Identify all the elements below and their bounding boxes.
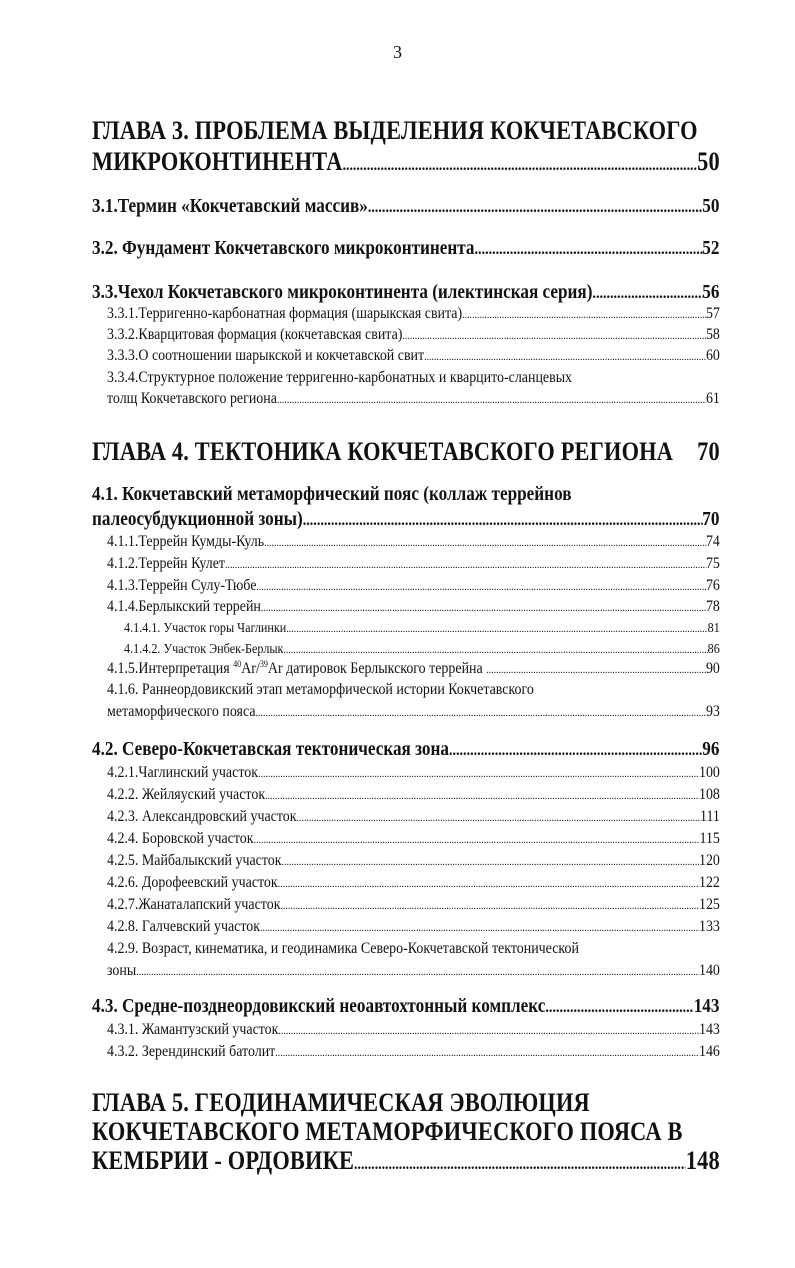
leader-dots [261,602,706,614]
subsection-title: зоны [107,962,137,979]
toc-subsection-4-1-3[interactable] [107,577,720,595]
chapter-title: ГЛАВА 5. ГЕОДИНАМИЧЕСКАЯ ЭВОЛЮЦИЯ [92,1088,590,1117]
leader-dots [368,199,702,217]
chapter-title: МИКРОКОНТИНЕНТА [92,147,343,176]
page-ref: 78 [705,598,720,615]
page-ref: 143 [698,1021,720,1038]
leader-dots [282,856,699,868]
toc-subsection-3-3-4-line1[interactable] [107,369,720,387]
subsection-title: 4.1.3.Террейн Сулу-Тюбе [107,577,257,594]
page-ref: 61 [705,390,720,407]
page-ref: 115 [699,830,720,847]
subsubsection-title: 4.1.4.2. Участок Энбек-Берлык [124,641,284,656]
subsection-title: 3.3.2.Кварцитовая формация (кокчетавская свита) [107,326,403,343]
toc-subsection-4-1-1[interactable] [107,533,720,551]
leader-dots [225,559,706,571]
page-ref: 148 [685,1146,720,1175]
subsection-title: 4.2.8. Галчевский участок [107,918,261,935]
leader-dots [545,999,693,1017]
toc-subsection-4-2-8[interactable] [107,918,720,936]
toc-section-3-1[interactable] [92,196,719,218]
toc-section-3-3[interactable] [92,282,719,304]
leader-dots [486,664,706,676]
leader-dots [449,742,702,760]
toc-subsection-4-2-5[interactable] [107,852,720,870]
leader-dots [286,623,707,635]
toc-chapter-3[interactable] [92,147,720,177]
section-title: палеосубдукционной зоны) [92,509,303,530]
leader-dots [280,900,699,912]
subsection-title: 4.3.2. Зерендинский батолит [107,1043,276,1060]
toc-chapter-5[interactable] [92,1146,720,1176]
leader-dots [278,878,699,890]
chapter-title: КОКЧЕТАВСКОГО МЕТАМОРФИЧЕСКОГО ПОЯСА В [92,1117,683,1146]
leader-dots [424,351,706,363]
toc-subsection-3-3-2[interactable] [107,326,720,344]
subsection-title: 3.3.3.О соотношении шарыкской и кокчетавской свит [107,347,425,364]
page-ref: 122 [698,874,720,891]
leader-dots [283,644,707,656]
toc-subsection-3-3-4[interactable] [107,390,720,408]
subsection-title: 4.1.6. Раннеордовикский этап метаморфической истории Кокчетавского [107,681,534,698]
subsection-title: 4.2.9. Возраст, кинематика, и геодинамика Северо-Кокчетавской тектонической [107,940,579,957]
section-title: 4.3. Средне-позднеордовикский неоавтохтонный комплекс [92,996,546,1017]
page-ref: 70 [702,509,720,530]
leader-dots [254,834,700,846]
leader-dots [343,157,697,175]
page-ref: 140 [698,962,720,979]
page-ref: 76 [705,577,720,594]
toc-subsection-4-2-9-line1[interactable] [107,940,720,958]
subsection-title: 3.3.1.Терригенно-карбонатная формация (шарыкская свита) [107,305,463,322]
toc-subsection-4-1-6-line1[interactable] [107,681,720,699]
chapter-title: ГЛАВА 3. ПРОБЛЕМА ВЫДЕЛЕНИЯ КОКЧЕТАВСКОГО [92,116,698,145]
leader-dots [265,790,699,802]
toc-subsection-4-1-4[interactable] [107,598,720,616]
toc-subsection-4-2-2[interactable] [107,786,720,804]
leader-dots [264,537,706,549]
toc-subsection-4-2-6[interactable] [107,874,720,892]
page-ref: 125 [698,896,720,913]
page-ref: 58 [705,326,720,343]
toc-section-3-2[interactable] [92,238,719,260]
page-ref: 96 [702,739,720,760]
page-ref: 143 [693,996,720,1017]
toc-subsubsection-4-1-4-1[interactable] [124,620,720,636]
leader-dots [402,330,706,342]
leader-dots [256,581,706,593]
page-ref: 146 [698,1043,720,1060]
section-title: 4.1. Кокчетавский метаморфический пояс (коллаж террейнов [92,484,572,505]
section-title: 4.2. Северо-Кокчетавская тектоническая зона [92,739,449,760]
leader-dots [258,768,699,780]
page-ref: 90 [705,660,720,677]
toc-subsection-4-2-3[interactable] [107,808,720,826]
subsection-title: 4.2.2. Жейляуский участок [107,786,266,803]
toc-chapter-5-line1[interactable] [92,1088,720,1118]
subsection-title: 4.2.4. Боровской участок [107,830,254,847]
section-title: 3.2. Фундамент Кокчетавского микроконтинента [92,238,475,259]
toc-subsection-4-3-1[interactable] [107,1021,720,1039]
page-ref: 57 [705,305,720,322]
toc-subsection-4-1-6[interactable] [107,703,720,721]
page-ref: 75 [705,555,720,572]
page-ref: 70 [697,437,720,466]
toc-subsection-4-2-1[interactable] [107,764,720,782]
page-number: 3 [393,42,402,62]
page-ref: 86 [707,641,720,656]
toc-section-4-3[interactable] [92,996,719,1018]
toc-subsection-4-3-2[interactable] [107,1043,720,1061]
subsection-title: 4.2.1.Чаглинский участок [107,764,258,781]
subsection-title: 4.1.5.Интерпретация $^{40}$Ar/$^{39}$Ar датировок Берлыкского террейна [107,659,483,677]
toc-chapter-5-line2[interactable] [92,1117,720,1147]
leader-dots [354,1156,686,1174]
page-ref: 133 [698,918,720,935]
toc-subsection-4-2-7[interactable] [107,896,720,914]
leader-dots [303,512,703,530]
leader-dots [277,394,706,406]
toc-section-4-1[interactable] [92,509,719,531]
toc-chapter-3-line1[interactable] [92,116,720,146]
page-ref: 60 [705,347,720,364]
toc-subsection-3-3-3[interactable] [107,347,720,365]
subsubsection-title: 4.1.4.1. Участок горы Чаглинки [124,620,287,635]
subsection-title: 4.2.3. Александровский участок [107,808,297,825]
subsection-title: метаморфического пояса [107,703,256,720]
subsection-title: 4.1.4.Берлыкский террейн [107,598,261,615]
toc-section-4-1-line1[interactable] [92,484,719,506]
chapter-title: КЕМБРИИ - ОРДОВИКЕ [92,1146,355,1175]
leader-dots [475,241,703,259]
subsection-title: 4.2.6. Дорофеевский участок [107,874,278,891]
leader-dots [462,309,706,321]
chapter-title: ГЛАВА 4. ТЕКТОНИКА КОКЧЕТАВСКОГО РЕГИОНА [92,437,674,466]
toc-chapter-4[interactable] [92,437,720,467]
leader-dots [275,1047,699,1059]
page-ref: 108 [698,786,720,803]
subsection-title: 3.3.4.Структурное положение терригенно-карбонатных и кварцито-сланцевых [107,369,573,386]
page-ref: 52 [702,238,720,259]
toc-subsubsection-4-1-4-2[interactable] [124,641,720,657]
leader-dots [256,707,706,719]
subsection-title: 4.3.1. Жамантузский участок [107,1021,279,1038]
leader-dots [136,966,699,978]
leader-dots [592,285,702,303]
leader-dots [297,812,700,824]
subsection-title: 4.1.1.Террейн Кумды-Куль [107,533,265,550]
page-ref: 74 [705,533,720,550]
page-ref: 81 [707,620,720,635]
subsection-title: 4.1.2.Террейн Кулет [107,555,225,572]
toc-section-4-2[interactable] [92,739,719,761]
toc-subsection-4-2-9[interactable] [107,962,720,980]
toc-subsection-4-2-4[interactable] [107,830,720,848]
section-title: 3.1.Термин «Кокчетавский массив» [92,196,368,217]
page-ref: 100 [698,764,720,781]
page-ref: 93 [705,703,720,720]
page-ref: 50 [697,147,720,176]
leader-dots [260,922,699,934]
page-ref: 120 [698,852,720,869]
page-ref: 56 [702,282,720,303]
subsection-title: 4.2.7.Жанаталапский участок [107,896,281,913]
section-title: 3.3.Чехол Кокчетавского микроконтинента (илектинская серия) [92,282,593,303]
page-ref: 111 [700,808,720,825]
subsection-title: толщ Кокчетавского региона [107,390,277,407]
toc-subsection-4-1-2[interactable] [107,555,720,573]
toc-subsection-4-1-5[interactable] [107,659,720,678]
page-ref: 50 [702,196,720,217]
subsection-title: 4.2.5. Майбалыкский участок [107,852,282,869]
toc-subsection-3-3-1[interactable] [107,305,720,323]
leader-dots [278,1025,699,1037]
